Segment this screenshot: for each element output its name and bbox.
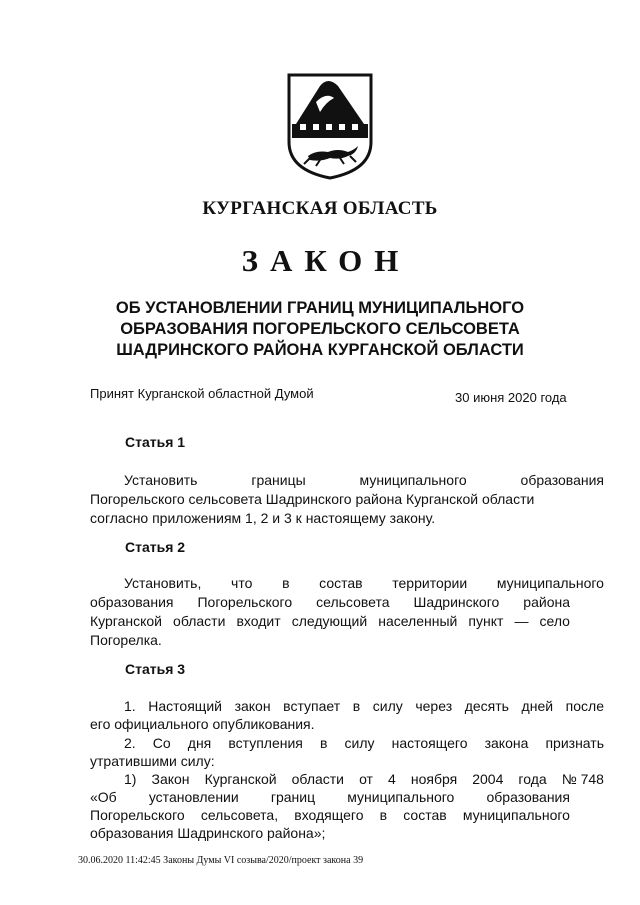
word: закона xyxy=(484,735,529,751)
article-1-line: согласно приложениям 1, 2 и 3 к настоящему закону. xyxy=(90,510,436,526)
word: «Об xyxy=(90,789,117,805)
word: года xyxy=(518,771,547,787)
word: 2004 xyxy=(472,771,504,787)
word: Установить, xyxy=(124,575,202,591)
law-title-line: ОБРАЗОВАНИЯ ПОГОРЕЛЬСКОГО СЕЛЬСОВЕТА xyxy=(120,320,520,338)
word: дня xyxy=(187,735,212,751)
article-3-line xyxy=(90,771,604,787)
article-2-line xyxy=(90,594,570,610)
word: следующий xyxy=(291,613,368,629)
word: муниципального xyxy=(359,472,467,488)
word: входящего xyxy=(294,807,364,823)
word: состав xyxy=(319,575,363,591)
word: настоящего xyxy=(391,735,468,751)
word: образования xyxy=(520,472,604,488)
document-type: ЗАКОН xyxy=(241,243,411,278)
article-2-line xyxy=(90,613,570,629)
word: области xyxy=(173,613,226,629)
word: муниципального xyxy=(347,789,455,805)
word: области xyxy=(291,771,345,787)
word: муниципального xyxy=(462,807,570,823)
word: сельсовета xyxy=(316,594,390,610)
coat-of-arms-icon xyxy=(286,72,374,180)
word: закон xyxy=(234,698,271,714)
article-3-line xyxy=(90,698,604,714)
article-3-line xyxy=(90,807,570,823)
word: от xyxy=(359,771,373,787)
word: 2. xyxy=(124,735,136,751)
law-title xyxy=(80,298,560,361)
word: вступает xyxy=(283,698,341,714)
word: силу xyxy=(372,698,403,714)
article-1-line xyxy=(90,472,604,488)
word: Курганской xyxy=(204,771,277,787)
word: Установить xyxy=(124,472,198,488)
word: образования xyxy=(90,594,174,610)
word: границ xyxy=(270,789,316,805)
word: границы xyxy=(251,472,306,488)
word: образования xyxy=(486,789,570,805)
word: 1) xyxy=(124,771,137,787)
article-3-line xyxy=(90,789,570,805)
article-1-line: Погорельского сельсовета Шадринского района Курганской области xyxy=(90,491,535,507)
word: Настоящий xyxy=(148,698,222,714)
article-2-heading: Статья 2 xyxy=(125,539,186,555)
adopted-by: Принят Курганской областной Думой xyxy=(90,386,314,401)
article-3-line: утратившими силу: xyxy=(90,753,215,769)
article-3-line: его официального опубликования. xyxy=(90,716,315,732)
word: в xyxy=(379,807,388,823)
word: через xyxy=(415,698,453,714)
word: Курганской xyxy=(90,613,162,629)
word: в xyxy=(282,575,290,591)
word: в xyxy=(319,735,328,751)
word: вступления xyxy=(228,735,303,751)
word: сельсовета, xyxy=(200,807,279,823)
word: муниципального xyxy=(496,575,604,591)
word: — xyxy=(514,613,529,629)
word: село xyxy=(539,613,570,629)
word: территории xyxy=(392,575,468,591)
word: Погорельского xyxy=(90,807,185,823)
word: что xyxy=(231,575,253,591)
word: населенный xyxy=(378,613,458,629)
word: установлении xyxy=(148,789,239,805)
law-title-line: ОБ УСТАНОВЛЕНИИ ГРАНИЦ МУНИЦИПАЛЬНОГО xyxy=(115,299,525,317)
adoption-date: 30 июня 2020 года xyxy=(455,390,567,405)
word: Со xyxy=(152,735,171,751)
word: Шадринского xyxy=(413,594,500,610)
word: дней xyxy=(521,698,554,714)
word: Погорельского xyxy=(197,594,293,610)
article-2-line xyxy=(90,575,604,591)
document-footer: 30.06.2020 11:42:45 Законы Думы VI созыва/2020/проект закона 39 xyxy=(78,855,364,866)
region-name: КУРГАНСКАЯ ОБЛАСТЬ xyxy=(202,198,438,219)
word: после xyxy=(565,698,604,714)
word: десять xyxy=(464,698,509,714)
word: признать xyxy=(545,735,604,751)
word: Закон xyxy=(151,771,190,787)
word: 4 xyxy=(388,771,396,787)
word: № 748 xyxy=(561,771,604,787)
word: в xyxy=(352,698,361,714)
article-1-heading: Статья 1 xyxy=(125,434,186,450)
article-3-line: образования Шадринского района»; xyxy=(90,825,326,841)
word: 1. xyxy=(124,698,136,714)
word: ноября xyxy=(410,771,458,787)
article-2-line: Погорелка. xyxy=(90,632,162,648)
word: состав xyxy=(403,807,447,823)
article-3-line xyxy=(90,735,604,751)
word: входит xyxy=(236,613,281,629)
word: района xyxy=(523,594,570,610)
word: пункт xyxy=(468,613,504,629)
word: силу xyxy=(344,735,375,751)
article-3-heading: Статья 3 xyxy=(125,661,186,677)
law-title-line: ШАДРИНСКОГО РАЙОНА КУРГАНСКОЙ ОБЛАСТИ xyxy=(116,341,524,359)
